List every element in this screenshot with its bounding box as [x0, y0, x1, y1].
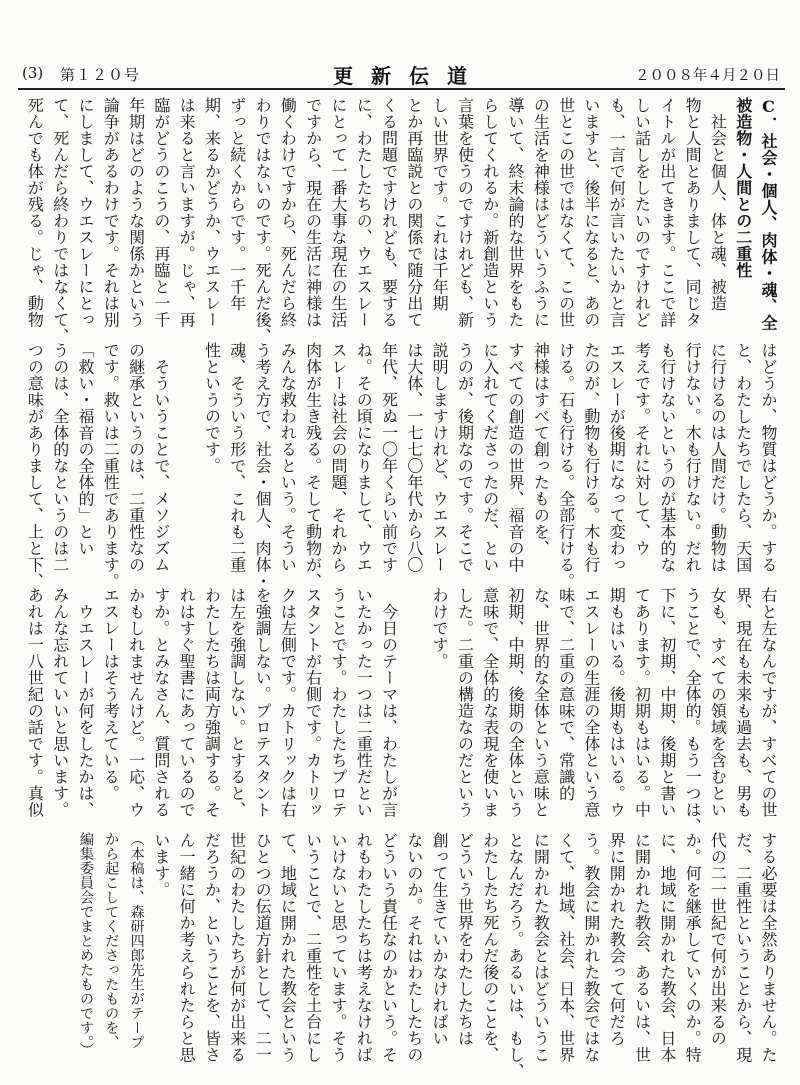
text-column: いたかった一つは二重性だとい [354, 587, 374, 818]
editorial-note: から起こしてくださったものを、 [103, 832, 120, 1050]
text-column: ウエスレーが何をしたかは、 [75, 587, 95, 818]
text-column: 期、来るかどうか、ウエスレー [202, 97, 222, 328]
text-column: 説明しますけれど、ウエスレー [430, 342, 450, 573]
text-column: 初期、中期、後期の全体という [506, 587, 526, 818]
text-column: だ、二重性ということから、現 [733, 832, 753, 1063]
article-tier-2 [22, 342, 781, 590]
text-column: たのが、動物も行ける。木も行 [581, 342, 601, 573]
text-column: スタントが右側です。カトリッ [303, 587, 323, 818]
text-column: いますと、後半になると、あの [581, 97, 601, 328]
text-column: 年代、死ぬ一〇年くらい前です [379, 342, 399, 573]
text-column: 臨がどうのこうの、再臨と一千 [151, 97, 171, 328]
article-tier-1 [22, 97, 781, 345]
text-column: しい世界です。これは千年期 [430, 97, 450, 312]
text-column: そういうことで、メソジズム [151, 342, 171, 573]
text-column: を強調しない。プロテスタント [253, 587, 273, 818]
text-column: う。教会に開かれた教会ではな [581, 832, 601, 1063]
text-column: 言葉を使うのですけれども、新 [455, 97, 475, 328]
text-column: 女も、すべての領域を含むとい [708, 587, 728, 818]
text-column: 年期はどのような関係かという [126, 97, 146, 328]
text-column: いうことで、二重性を土台にし [303, 832, 323, 1063]
text-column: です。救いは二重性であります。 [101, 342, 121, 590]
text-column: クは左側です。カトリックは右 [278, 587, 298, 818]
text-column: わけです。 [430, 587, 450, 670]
text-column: に開かれた教会とはどういうこ [531, 832, 551, 1063]
text-column: て、地域に開かれた教会という [278, 832, 298, 1063]
text-column: くる問題ですけれども、要する [379, 97, 399, 328]
section-heading: 被造物・人間との二重性 [733, 97, 753, 279]
text-column: は来ると言いますが。じゃ、再 [177, 97, 197, 328]
text-column: わたしたち死んだ後のことを、 [480, 832, 500, 1063]
text-column: うのが、後期なのです。そこで [455, 342, 475, 573]
text-column: 期もはいる。後期もはいる。ウ [607, 587, 627, 818]
text-column: あれは一八世紀の話です。真似 [25, 587, 45, 818]
text-column: 代の二一世紀で何が出来るの [708, 832, 728, 1047]
text-column: いけないと思っています。そう [328, 832, 348, 1063]
text-column: エスレーはそう考えている。 [101, 587, 121, 802]
text-column: 意味で、全体的な表現を使いま [480, 587, 500, 818]
text-column: みんな救われるという。そうい [278, 342, 298, 573]
text-column: みんな忘れていいと思います。 [50, 587, 70, 818]
text-column: 死んでも体が残る。じゃ、動物 [25, 97, 45, 328]
page-number: (3) [22, 64, 44, 82]
text-column: 導いて、終末論的な世界をもた [506, 97, 526, 328]
column-gap [174, 342, 199, 579]
text-column: 神様はすべて創ったものを、 [531, 342, 551, 557]
text-column: くて、地域、社会、日本、世界 [556, 832, 576, 1063]
text-column: した。二重の構造なのだという [455, 587, 475, 818]
text-column: と、わたしたちでしたら、天国 [733, 342, 753, 573]
text-column: にとって一番大事な現在の生活 [328, 97, 348, 328]
text-column: どういう責任なのかという。そ [379, 832, 399, 1063]
text-column: てあります。初期もはいる。中 [632, 587, 652, 818]
text-column: となんだろう。あるいは、もし、 [506, 832, 526, 1080]
text-column: 味で、二重の意味で、常識的 [556, 587, 576, 802]
text-column: かもしれませんけど。一応、ウ [126, 587, 146, 818]
header-rule [18, 88, 785, 90]
text-column: ですから、現在の生活に神様は [303, 97, 323, 328]
article-tier-3 [22, 587, 781, 835]
text-column: 魂、そういう形で、これも二重 [227, 342, 247, 573]
text-column: に行けるのは人間だけ。動物は [708, 342, 728, 573]
text-column: れもわたしたちは考えなければ [354, 832, 374, 1063]
text-column: 世紀のわたしたちが何が出来る [227, 832, 247, 1063]
text-column: は大体、一七七〇年代から八〇 [404, 342, 424, 573]
text-column: 考えです。それに対して、ウ [632, 342, 652, 557]
text-column: する必要は全然ありません。た [759, 832, 778, 1063]
newsletter-title: 更新伝道 [333, 64, 485, 88]
text-column: ね。その頃になりまして、ウエ [354, 342, 374, 573]
text-column: しい話しをしたいのですけれど [632, 97, 652, 328]
text-column: つの意味がありまして、上と下、 [25, 342, 45, 590]
text-column: 肉体が生き残る。そして動物が、 [303, 342, 323, 590]
text-column: 論争があるわけです。それは別 [101, 97, 121, 328]
text-column: にしまして、ウエスレーにとっ [75, 97, 95, 328]
text-column: どういう世界をわたしたちは [455, 832, 475, 1047]
text-column: とか再臨説との関係で随分出て [404, 97, 424, 328]
text-column: 界、現在も未来も過去も、男も [733, 587, 753, 818]
text-column: わたしたちは両方強調する。そ [202, 587, 222, 818]
text-column: ひとつの伝道方針として、二一 [253, 832, 273, 1063]
text-column: エスレーが後期になって変わっ [607, 342, 627, 573]
text-column: 性というのです。 [202, 342, 222, 474]
text-column: スレーは社会の問題、それから [328, 342, 348, 573]
text-column: の継承というのは、二重性なの [126, 342, 146, 573]
text-column: に、地域に開かれた教会、日本 [657, 832, 677, 1063]
text-column: 「救い・福音の全体的」とい [75, 342, 95, 557]
text-column: イトルが出てきます。ここで詳 [657, 97, 677, 328]
text-column: わりではないのです。死んだ後、 [253, 97, 273, 345]
text-column: 創って生きていかなければい [430, 832, 450, 1047]
text-column: 界に開かれた教会って何だろ [607, 832, 627, 1047]
text-column: すか。とみなさん、質問される [151, 587, 171, 818]
text-column: 社会と個人、体と魂、被造 [708, 97, 728, 312]
text-column: ずっと続くからです。一千年 [227, 97, 247, 312]
text-column: に入れてくださったのだ、とい [480, 342, 500, 573]
editorial-note: 編集委員会でまとめたものです。） [77, 832, 94, 1057]
text-column: 物と人間とありまして、同じタ [683, 97, 703, 328]
text-column: エスレーの生涯の全体という意 [581, 587, 601, 818]
text-column: か。何を継承していくのか。特 [683, 832, 703, 1063]
text-column: は左を強調しない。とすると、 [227, 587, 247, 818]
text-column: うのは、全体的なというのは二 [50, 342, 70, 573]
editorial-note: （本稿は、森研四郎先生がテープ [128, 832, 145, 1050]
text-column: 働くわけですから、死んだら終 [278, 97, 298, 328]
text-column: ける。石も行ける。全部行ける。 [556, 342, 576, 590]
text-column: うことで、全体的。もう一つは、 [683, 587, 703, 835]
section-heading: C．社会・個人、肉体・魂、全 [759, 97, 778, 331]
text-column: 今日のテーマは、わたしが言 [379, 587, 399, 818]
text-column: も行けないというのが基本的な [657, 342, 677, 573]
text-column: な、世界的な全体という意味と [531, 587, 551, 818]
text-column: れはすぐ聖書にあっているので [177, 587, 197, 818]
text-column: の生活を神様はどういうふうに [531, 97, 551, 328]
text-column: 下に、初期、中期、後期と書い [657, 587, 677, 818]
text-column: ないのか。それはわたしたちの [404, 832, 424, 1063]
text-column: らしてくれるか。新創造という [480, 97, 500, 328]
text-column: 世とこの世ではなくて、この世 [556, 97, 576, 328]
text-column: だろうか、ということを、皆さ [202, 832, 222, 1063]
text-column: て、死んだら終わりではなくて、 [50, 97, 70, 345]
text-column: う考え方で、社会・個人、肉体・ [253, 342, 273, 590]
article-tier-4 [22, 832, 781, 1080]
text-column: すべての創造の世界、福音の中 [506, 342, 526, 573]
text-column: 行けない。木も行けない。だれ [683, 342, 703, 573]
text-column: に、わたしたちの、ウエスレー [354, 97, 374, 328]
issue-number: 第１２０号 [60, 66, 141, 84]
text-column: ん一緒に何か考えられたらと思 [177, 832, 197, 1063]
text-column: います。 [151, 832, 171, 898]
text-column: に開かれた教会、あるいは、世 [632, 832, 652, 1063]
text-column: はどうか、物質はどうか。する [759, 342, 778, 573]
column-gap [402, 587, 427, 824]
publication-date: ２００８年４月２０日 [635, 68, 780, 84]
text-column: うことです。わたしたちプロテ [328, 587, 348, 818]
text-column: も、一言で何が言いたいかと言 [607, 97, 627, 328]
text-column: 右と左なんですが、すべての世 [759, 587, 778, 818]
